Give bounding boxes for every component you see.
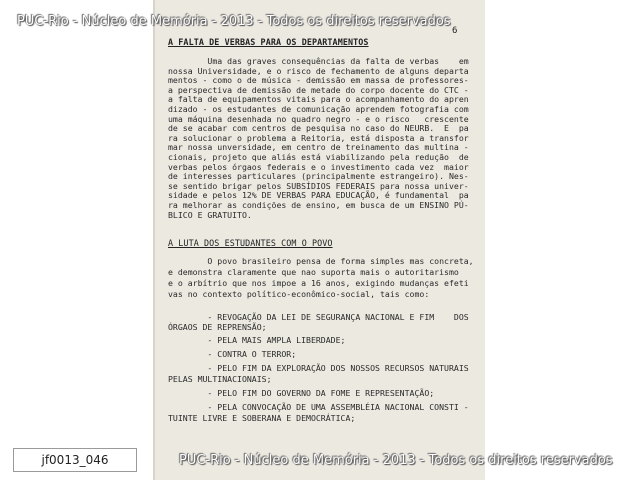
watermark-top: PUC-Rio - Núcleo de Memória - 2013 - Todos os direitos reservados xyxy=(17,14,451,29)
text-line: ra melhorar as condições de ensino, em busca de um ENSINO PÚ- xyxy=(168,200,469,210)
text-line: PELAS MULTINACIONAIS; xyxy=(168,374,272,384)
text-line: vas no contexto político-econômico-social, tais como: xyxy=(168,289,430,299)
text-line: cionais, projeto que aliás está viabilizando pela redução de xyxy=(168,152,469,162)
text-line: TUINTE LIVRE E SOBERANA E DEMOCRÁTICA; xyxy=(168,413,356,423)
text-line: sidade e pelos 12% DE VERBAS PARA EDUCAÇÃO, é fundamental pa xyxy=(168,190,469,200)
text-line: e demonstra claramente que nao suporta mais o autoritarismo xyxy=(168,267,459,277)
text-line: de se acabar com centros de pesquisa no caso do NEURB. E pa xyxy=(168,123,469,133)
reference-code: jf0013_046 xyxy=(41,453,109,467)
text-line: - PELO FIM DO GOVERNO DA FOME E REPRESENTAÇÃO; xyxy=(168,388,435,398)
text-line: uma máquina desenhada no quadro negro - e o risco crescente xyxy=(168,114,469,124)
text-line: Uma das graves consequências da falta de verbas em xyxy=(168,56,469,66)
text-line: dizado - os estudantes de comunicação aprendem fotografia com xyxy=(168,104,469,114)
text-line: a perspectiva de demissão de metade do corpo docente do CTC - xyxy=(168,85,469,95)
text-line: - PELA MAIS AMPLA LIBERDADE; xyxy=(168,335,346,345)
page-number: 6 xyxy=(452,26,458,36)
section-title-falta-de-verbas: A FALTA DE VERBAS PARA OS DEPARTAMENTOS xyxy=(168,37,369,47)
text-line: - CONTRA O TERROR; xyxy=(168,349,297,359)
text-line: nossa Universidade, e o risco de fechamento de alguns departa xyxy=(168,66,469,76)
text-line: de interesses particulares (principalmente estrangeiro). Nes- xyxy=(168,171,469,181)
text-line: - REVOGAÇÃO DA LEI DE SEGURANÇA NACIONAL E FIM DOS xyxy=(168,312,469,322)
text-line: mentos - como o de música - demissão em massa de professores- xyxy=(168,75,469,85)
text-line: - PELA CONVOCAÇÃO DE UMA ASSEMBLÉIA NACIONAL CONSTI - xyxy=(168,402,469,412)
reference-code-box xyxy=(13,448,137,472)
section-title-luta-dos-estudantes: A LUTA DOS ESTUDANTES COM O POVO xyxy=(168,238,333,248)
watermark-bottom: PUC-Rio - Núcleo de Memória - 2013 - Todos os direitos reservados xyxy=(179,453,613,468)
text-line: e o arbítrio que nos impoe a 16 anos, exigindo mudanças efeti xyxy=(168,278,469,288)
text-line: verbas pelos órgaos federais e o investimento cada vez maior xyxy=(168,162,469,172)
text-line: se sentido brigar pelos SUBSÍDIOS FEDERAIS para nossa univer- xyxy=(168,181,469,191)
text-line: BLICO E GRATUITO. xyxy=(168,210,252,220)
text-line: - PELO FIM DA EXPLORAÇÃO DOS NOSSOS RECURSOS NATURAIS xyxy=(168,363,469,373)
text-line: ra solucionar o problema a Reitoria, está disposta a transfor xyxy=(168,133,469,143)
text-line: O povo brasileiro pensa de forma simples mas concreta, xyxy=(168,256,474,266)
text-line: mar nossa unversidade, em centro de treinamento das multina - xyxy=(168,142,469,152)
text-line: ÓRGAOS DE REPRENSÃO; xyxy=(168,322,267,332)
text-line: a falta de equipamentos vitais para o acompanhamento do apren xyxy=(168,94,469,104)
